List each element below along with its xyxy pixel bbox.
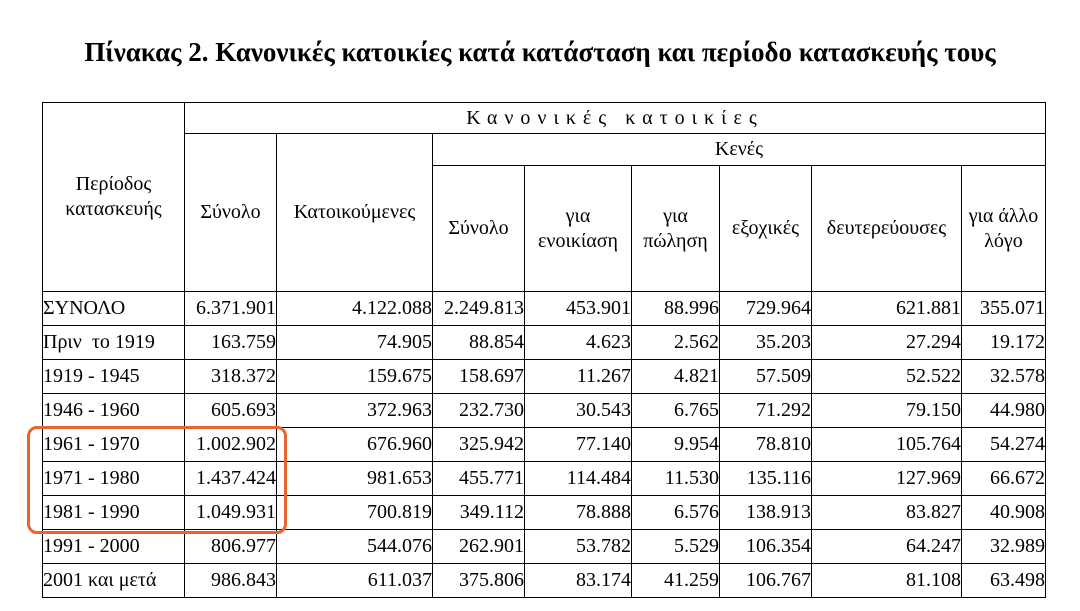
- cell-other: 32.989: [962, 530, 1046, 564]
- cell-other: 63.498: [962, 564, 1046, 598]
- cell-secondary: 81.108: [812, 564, 962, 598]
- cell-occupied: 544.076: [277, 530, 433, 564]
- cell-for-sale: 88.996: [632, 292, 720, 326]
- cell-for-rent: 11.267: [525, 360, 632, 394]
- cell-period: 1919 - 1945: [43, 360, 185, 394]
- cell-for-sale: 6.765: [632, 394, 720, 428]
- cell-period: Πριν το 1919: [43, 326, 185, 360]
- cell-for-rent: 4.623: [525, 326, 632, 360]
- table-title: Πίνακας 2. Κανονικές κατοικίες κατά κατάσταση και περίοδο κατασκευής τους: [84, 37, 996, 67]
- cell-vacant-total: 262.901: [433, 530, 525, 564]
- cell-other: 54.274: [962, 428, 1046, 462]
- cell-period: 1991 - 2000: [43, 530, 185, 564]
- cell-occupied: 4.122.088: [277, 292, 433, 326]
- cell-vacant-total: 349.112: [433, 496, 525, 530]
- cell-total: 806.977: [185, 530, 277, 564]
- cell-vacant-total: 455.771: [433, 462, 525, 496]
- cell-for-rent: 83.174: [525, 564, 632, 598]
- header-total: Σύνολο: [185, 134, 277, 292]
- cell-other: 66.672: [962, 462, 1046, 496]
- cell-for-sale: 9.954: [632, 428, 720, 462]
- table-row: [43, 394, 1046, 428]
- cell-secondary: 27.294: [812, 326, 962, 360]
- header-period: Περίοδος κατασκευής: [43, 103, 185, 292]
- header-for-rent: για ενοικίαση: [525, 166, 632, 292]
- header-holiday: εξοχικές: [720, 166, 812, 292]
- cell-total: 1.437.424: [185, 462, 277, 496]
- cell-holiday: 135.116: [720, 462, 812, 496]
- cell-other: 355.071: [962, 292, 1046, 326]
- cell-for-sale: 2.562: [632, 326, 720, 360]
- cell-secondary: 52.522: [812, 360, 962, 394]
- cell-secondary: 79.150: [812, 394, 962, 428]
- cell-holiday: 78.810: [720, 428, 812, 462]
- cell-other: 19.172: [962, 326, 1046, 360]
- cell-holiday: 729.964: [720, 292, 812, 326]
- header-other-reason: για άλλο λόγο: [962, 166, 1046, 292]
- header-vacant-total: Σύνολο: [433, 166, 525, 292]
- header-dwellings-group: Κανονικές κατοικίες: [185, 103, 1046, 134]
- cell-secondary: 64.247: [812, 530, 962, 564]
- cell-total: 318.372: [185, 360, 277, 394]
- cell-holiday: 138.913: [720, 496, 812, 530]
- cell-total: 986.843: [185, 564, 277, 598]
- cell-total: 6.371.901: [185, 292, 277, 326]
- cell-for-sale: 5.529: [632, 530, 720, 564]
- cell-occupied: 676.960: [277, 428, 433, 462]
- header-for-sale: για πώληση: [632, 166, 720, 292]
- cell-period: ΣΥΝΟΛΟ: [43, 292, 185, 326]
- cell-occupied: 611.037: [277, 564, 433, 598]
- table-row: [43, 360, 1046, 394]
- cell-period: 1961 - 1970: [43, 428, 185, 462]
- cell-occupied: 981.653: [277, 462, 433, 496]
- cell-holiday: 57.509: [720, 360, 812, 394]
- cell-secondary: 83.827: [812, 496, 962, 530]
- cell-holiday: 106.354: [720, 530, 812, 564]
- header-secondary: δευτερεύουσες: [812, 166, 962, 292]
- cell-total: 163.759: [185, 326, 277, 360]
- cell-holiday: 35.203: [720, 326, 812, 360]
- table-row: [43, 564, 1046, 598]
- cell-period: 1981 - 1990: [43, 496, 185, 530]
- cell-for-sale: 6.576: [632, 496, 720, 530]
- cell-for-rent: 78.888: [525, 496, 632, 530]
- cell-vacant-total: 158.697: [433, 360, 525, 394]
- cell-occupied: 372.963: [277, 394, 433, 428]
- header-occupied: Κατοικούμενες: [277, 134, 433, 292]
- cell-vacant-total: 375.806: [433, 564, 525, 598]
- cell-holiday: 71.292: [720, 394, 812, 428]
- cell-for-rent: 30.543: [525, 394, 632, 428]
- cell-total: 605.693: [185, 394, 277, 428]
- cell-for-rent: 77.140: [525, 428, 632, 462]
- cell-secondary: 621.881: [812, 292, 962, 326]
- cell-for-rent: 53.782: [525, 530, 632, 564]
- table-row: [43, 530, 1046, 564]
- cell-vacant-total: 232.730: [433, 394, 525, 428]
- cell-vacant-total: 2.249.813: [433, 292, 525, 326]
- cell-for-rent: 114.484: [525, 462, 632, 496]
- cell-for-sale: 41.259: [632, 564, 720, 598]
- cell-vacant-total: 88.854: [433, 326, 525, 360]
- header-vacant-group: Κενές: [433, 134, 1046, 166]
- cell-holiday: 106.767: [720, 564, 812, 598]
- cell-vacant-total: 325.942: [433, 428, 525, 462]
- cell-other: 32.578: [962, 360, 1046, 394]
- cell-other: 40.908: [962, 496, 1046, 530]
- highlight-box: [27, 426, 287, 534]
- cell-for-sale: 4.821: [632, 360, 720, 394]
- cell-occupied: 159.675: [277, 360, 433, 394]
- cell-total: 1.002.902: [185, 428, 277, 462]
- cell-secondary: 105.764: [812, 428, 962, 462]
- cell-secondary: 127.969: [812, 462, 962, 496]
- table-row: [43, 292, 1046, 326]
- cell-other: 44.980: [962, 394, 1046, 428]
- cell-occupied: 700.819: [277, 496, 433, 530]
- cell-period: 1946 - 1960: [43, 394, 185, 428]
- cell-total: 1.049.931: [185, 496, 277, 530]
- table-row: [43, 326, 1046, 360]
- cell-occupied: 74.905: [277, 326, 433, 360]
- cell-period: 2001 και μετά: [43, 564, 185, 598]
- cell-for-sale: 11.530: [632, 462, 720, 496]
- cell-period: 1971 - 1980: [43, 462, 185, 496]
- cell-for-rent: 453.901: [525, 292, 632, 326]
